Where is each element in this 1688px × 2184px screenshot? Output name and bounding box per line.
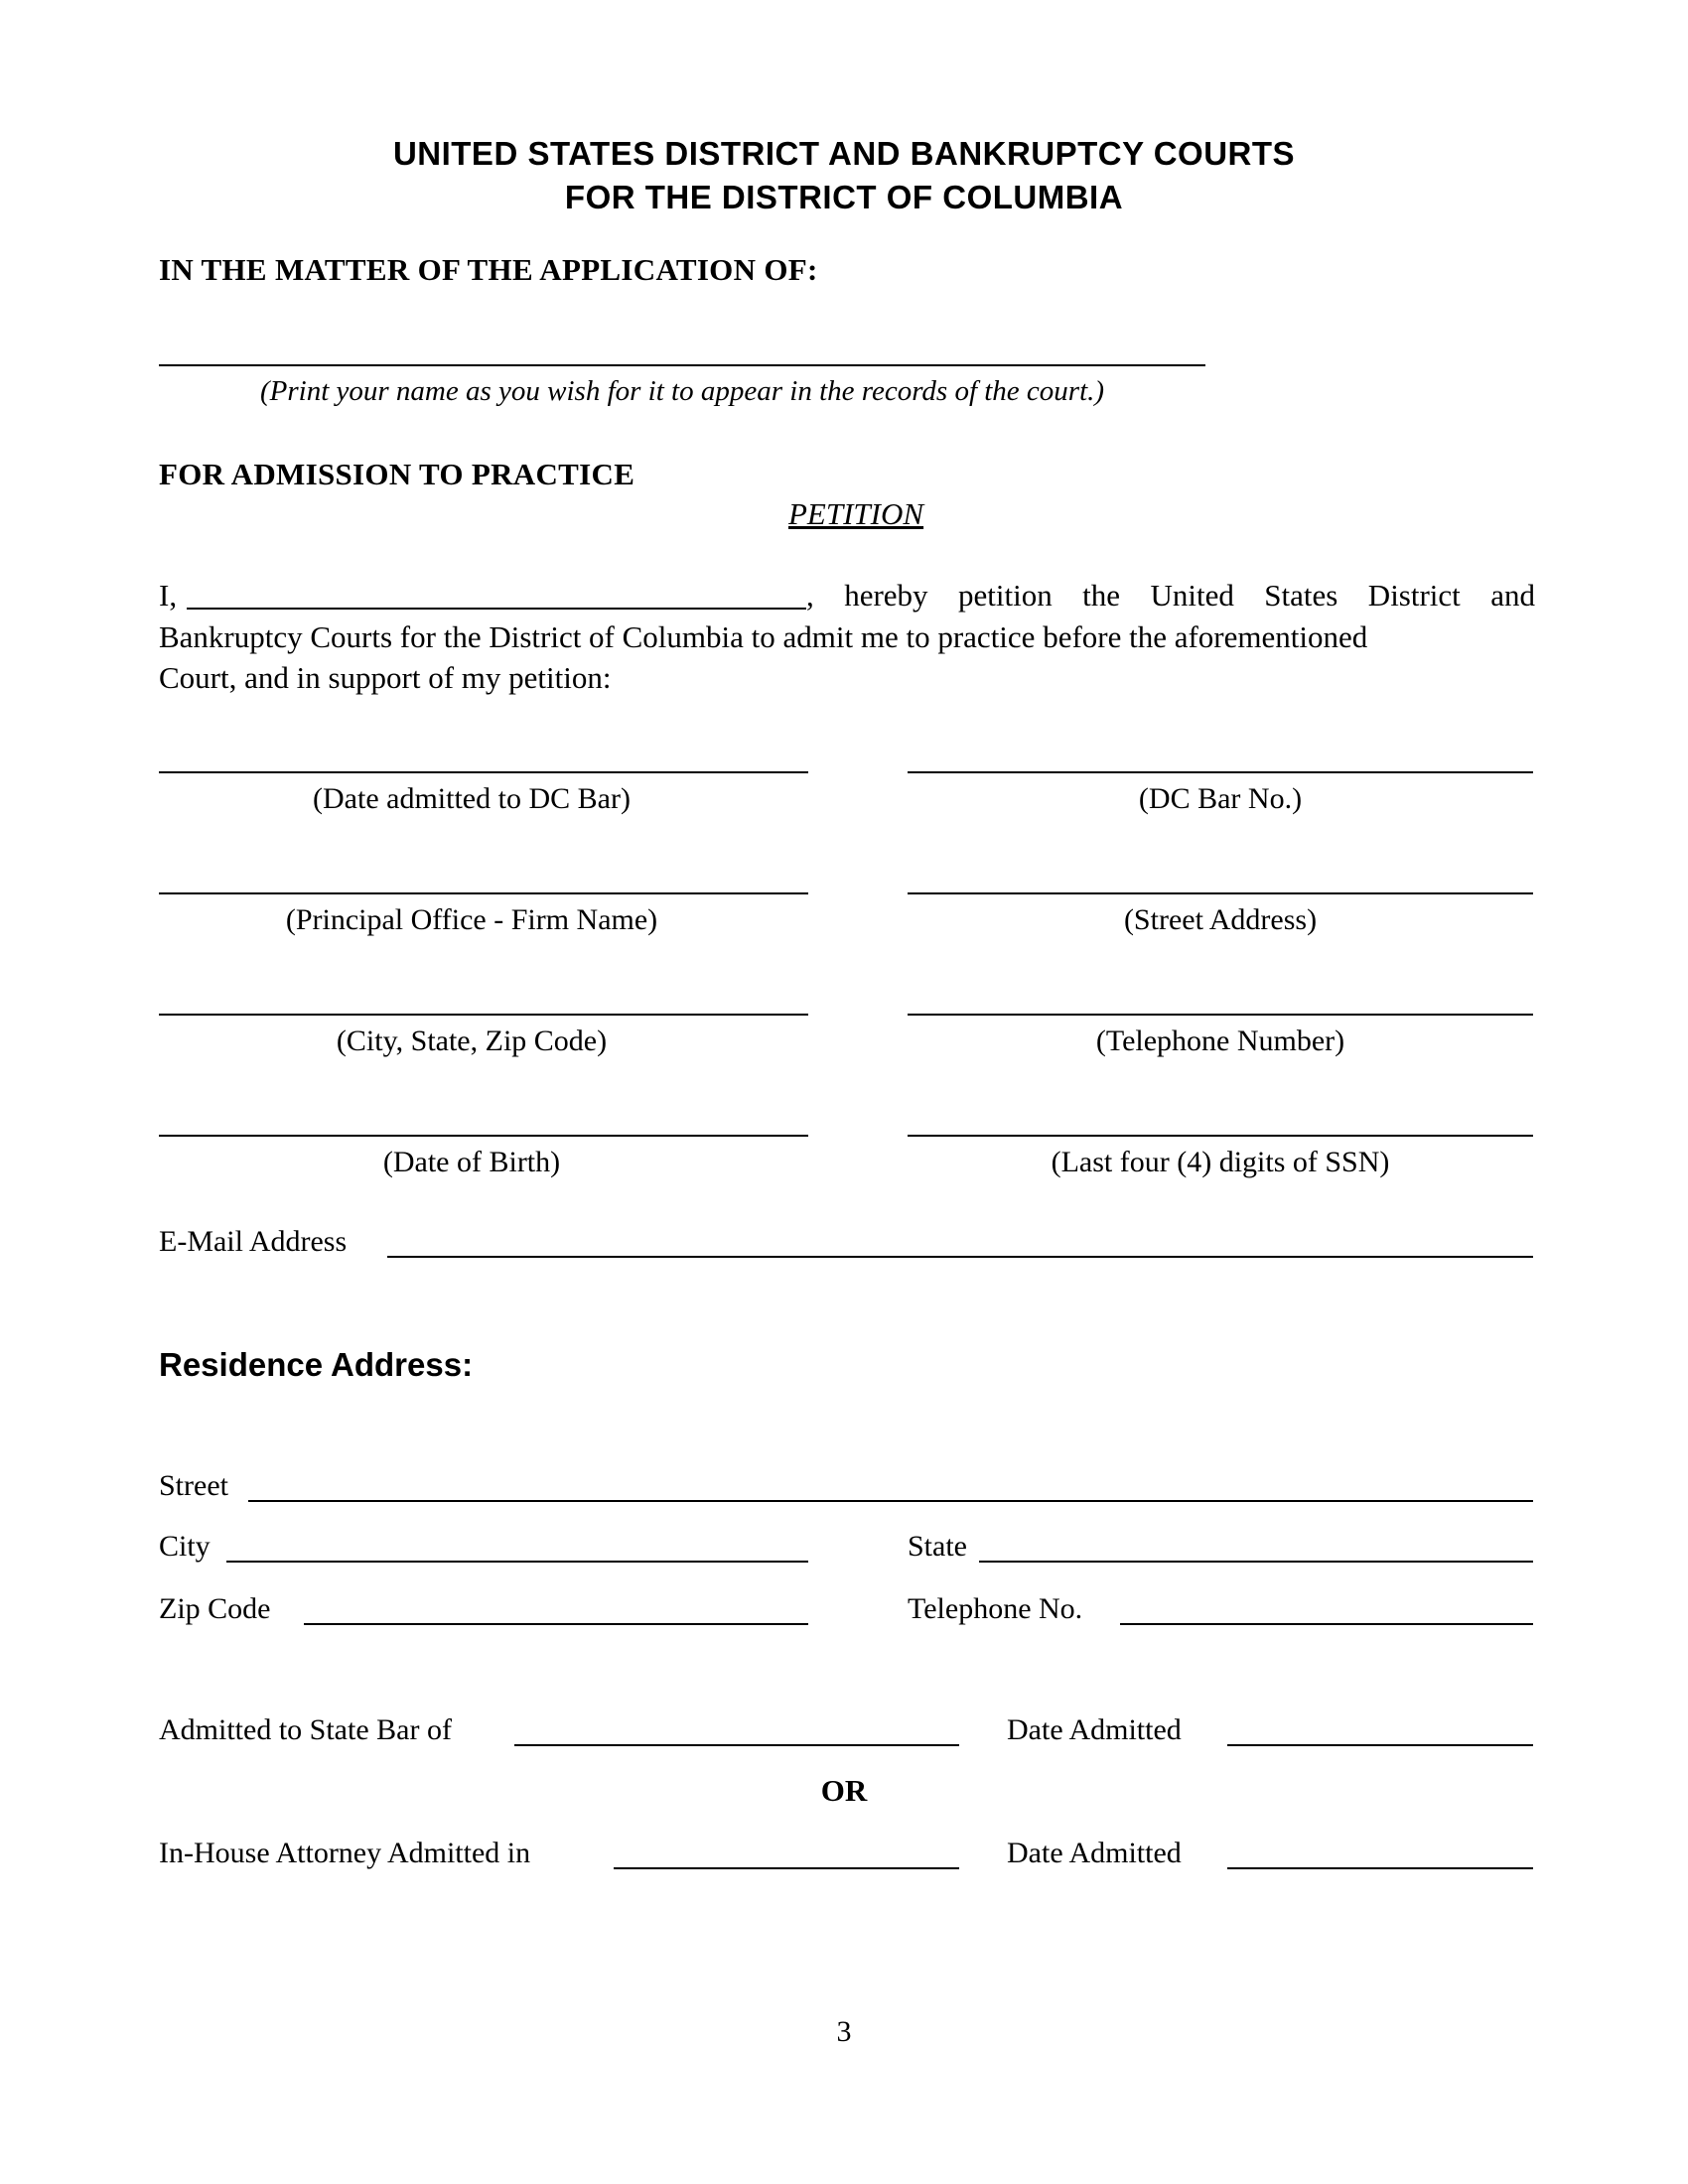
court-title-line1: UNITED STATES DISTRICT AND BANKRUPTCY COURTS [392,135,1296,172]
telephone-number-caption: (Telephone Number) [1095,1024,1345,1057]
petition-line3: Court, and in support of my petition: [159,660,612,695]
telephone-line[interactable] [1120,1623,1533,1625]
petitioner-name-line[interactable] [187,608,806,610]
date-admitted-line[interactable] [1227,1744,1533,1746]
zip-label: Zip Code [159,1592,271,1625]
email-label: E-Mail Address [159,1225,348,1258]
name-instruction: (Print your name as you wish for it to appear in the records of the court.) [260,375,1105,407]
petition-prefix: I, [159,578,178,613]
date-of-birth-line[interactable] [159,1135,808,1137]
inhouse-line[interactable] [614,1867,959,1869]
street-line[interactable] [248,1500,1533,1502]
court-title-line2: FOR THE DISTRICT OF COLUMBIA [564,179,1124,215]
city-state-zip-line[interactable] [159,1014,808,1016]
petition-line1-rest: , hereby petition the United States District and [806,578,1535,613]
street-label: Street [159,1469,228,1502]
dc-bar-no-caption: (DC Bar No.) [1138,782,1303,815]
state-label: State [908,1530,967,1563]
state-line[interactable] [979,1561,1533,1563]
street-address-line[interactable] [908,892,1533,894]
city-state-zip-caption: (City, State, Zip Code) [336,1024,608,1057]
principal-office-caption: (Principal Office - Firm Name) [285,903,658,936]
principal-office-line[interactable] [159,892,808,894]
date-of-birth-caption: (Date of Birth) [382,1146,561,1178]
date-admitted-label-2: Date Admitted [1007,1837,1182,1869]
ssn-last-four-line[interactable] [908,1135,1533,1137]
ssn-last-four-caption: (Last four (4) digits of SSN) [1051,1146,1390,1178]
city-label: City [159,1530,211,1563]
application-heading: IN THE MATTER OF THE APPLICATION OF: [159,252,818,287]
telephone-label: Telephone No. [908,1592,1083,1625]
city-line[interactable] [226,1561,808,1563]
inhouse-label: In-House Attorney Admitted in [159,1837,531,1869]
zip-line[interactable] [304,1623,808,1625]
or-label: OR [820,1773,868,1808]
applicant-name-line[interactable] [159,364,1205,366]
telephone-number-line[interactable] [908,1014,1533,1016]
page-number: 3 [836,2015,852,2048]
state-bar-label: Admitted to State Bar of [159,1713,452,1746]
residence-heading: Residence Address: [159,1346,474,1383]
date-admitted-label: Date Admitted [1007,1713,1182,1746]
dc-bar-no-line[interactable] [908,771,1533,773]
admission-heading: FOR ADMISSION TO PRACTICE [159,457,635,491]
state-bar-line[interactable] [514,1744,959,1746]
date-admitted-line-2[interactable] [1227,1867,1533,1869]
petition-title: PETITION [788,496,924,531]
petition-line2: Bankruptcy Courts for the District of Columbia to admit me to practice before the aforementioned [159,619,1368,654]
street-address-caption: (Street Address) [1123,903,1318,936]
email-line[interactable] [387,1256,1533,1258]
date-admitted-dc-bar-line[interactable] [159,771,808,773]
date-admitted-dc-bar-caption: (Date admitted to DC Bar) [313,782,631,815]
